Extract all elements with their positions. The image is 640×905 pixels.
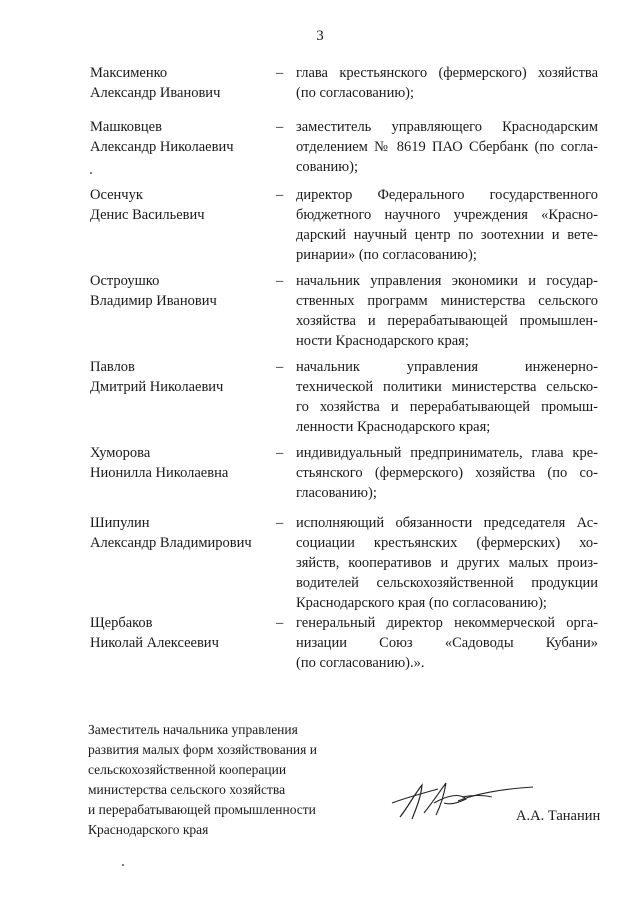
- dash-separator: –: [276, 359, 284, 375]
- member-role: [296, 357, 598, 437]
- scan-speck: [90, 172, 92, 174]
- member-role-line: начальник управления экономики и государ-: [296, 273, 598, 289]
- member-name-line: Павлов: [90, 359, 135, 375]
- dash-separator: –: [276, 615, 284, 631]
- member-name: [90, 443, 290, 483]
- member-name: [90, 357, 290, 397]
- member-role-line: го хозяйства и перерабатывающей промыш-: [296, 399, 598, 415]
- dash-separator: –: [276, 273, 284, 289]
- member-name-line: Максименко: [90, 65, 168, 81]
- member-role-line: бюджетного научного учреждения «Красно-: [296, 207, 598, 223]
- member-role-line: технической политики министерства сельско-: [296, 379, 598, 395]
- member-name-line: Хуморова: [90, 445, 151, 461]
- member-role-line: (по согласованию);: [296, 85, 415, 101]
- position-line: Краснодарского края: [88, 822, 209, 837]
- member-name: [90, 513, 290, 553]
- member-name-line: Александр Владимирович: [90, 535, 252, 551]
- member-role-line: начальник управления инженерно-: [296, 359, 598, 375]
- member-role-line: стьянского (фермерского) хозяйства (по со-: [296, 465, 598, 481]
- position-line: и перерабатывающей промышленности: [88, 802, 316, 817]
- member-role: [296, 185, 598, 265]
- member-name-line: Владимир Иванович: [90, 293, 217, 309]
- member-role-line: ственных программ министерства сельского: [296, 293, 598, 309]
- member-role-line: (по согласованию).».: [296, 655, 425, 671]
- member-role-line: ринарии» (по согласованию);: [296, 247, 477, 263]
- member-role: [296, 613, 598, 673]
- member-name-line: Александр Николаевич: [90, 139, 234, 155]
- dash-separator: –: [276, 445, 284, 461]
- member-name: [90, 117, 290, 157]
- member-role-line: индивидуальный предприниматель, глава кре-: [296, 445, 598, 461]
- member-name-line: Машковцев: [90, 119, 162, 135]
- member-role: [296, 63, 598, 103]
- member-name: [90, 271, 290, 311]
- member-role-line: ленности Краснодарского края;: [296, 419, 491, 435]
- member-role-line: низации Союз «Садоводы Кубани»: [296, 635, 598, 651]
- member-role-line: ности Краснодарского края;: [296, 333, 469, 349]
- member-role-line: сованию);: [296, 159, 358, 175]
- member-role-line: заместитель управляющего Краснодарским: [296, 119, 598, 135]
- position-line: министерства сельского хозяйства: [88, 782, 286, 797]
- member-name-line: Шипулин: [90, 515, 150, 531]
- member-name: [90, 185, 290, 225]
- member-role-line: хозяйства и перерабатывающей промышлен-: [296, 313, 598, 329]
- member-role-line: гласованию);: [296, 485, 377, 501]
- member-role-line: водителей сельскохозяйственной продукции: [296, 575, 598, 591]
- position-line: развития малых форм хозяйствования и: [88, 742, 317, 757]
- position-line: сельскохозяйственной кооперации: [88, 762, 287, 777]
- dash-separator: –: [276, 187, 284, 203]
- member-role: [296, 513, 598, 613]
- member-role-line: глава крестьянского (фермерского) хозяйства: [296, 65, 598, 81]
- member-role-line: зяйств, кооперативов и других малых произ-: [296, 555, 598, 571]
- scan-speck: [122, 864, 124, 866]
- member-name-line: Осенчук: [90, 187, 143, 203]
- member-name: [90, 613, 290, 653]
- member-name-line: Николай Алексеевич: [90, 635, 219, 651]
- member-name-line: Нионилла Николаевна: [90, 465, 229, 481]
- member-role-line: отделением № 8619 ПАО Сбербанк (по согла-: [296, 139, 598, 155]
- dash-separator: –: [276, 515, 284, 531]
- member-name-line: Остроушко: [90, 273, 160, 289]
- signatory-position: [88, 720, 317, 840]
- member-role-line: Краснодарского края (по согласованию);: [296, 595, 547, 611]
- member-role-line: исполняющий обязанности председателя Ас-: [296, 515, 598, 531]
- member-role: [296, 117, 598, 177]
- member-name-line: Щербаков: [90, 615, 153, 631]
- signer-name: А.А. Тананин: [516, 808, 601, 824]
- position-line: Заместитель начальника управления: [88, 722, 298, 737]
- dash-separator: –: [276, 119, 284, 135]
- dash-separator: –: [276, 65, 284, 81]
- member-name-line: Дмитрий Николаевич: [90, 379, 224, 395]
- member-role-line: дарский научный центр по зоотехнии и вете-: [296, 227, 598, 243]
- member-name: [90, 63, 290, 103]
- member-name-line: Денис Васильевич: [90, 207, 205, 223]
- member-name-line: Александр Иванович: [90, 85, 221, 101]
- member-role-line: социации крестьянских (фермерских) хо-: [296, 535, 598, 551]
- member-role: [296, 443, 598, 503]
- page-number: 3: [316, 28, 324, 44]
- member-role: [296, 271, 598, 351]
- member-role-line: генеральный директор некоммерческой орга-: [296, 615, 598, 631]
- member-role-line: директор Федерального государственного: [296, 187, 598, 203]
